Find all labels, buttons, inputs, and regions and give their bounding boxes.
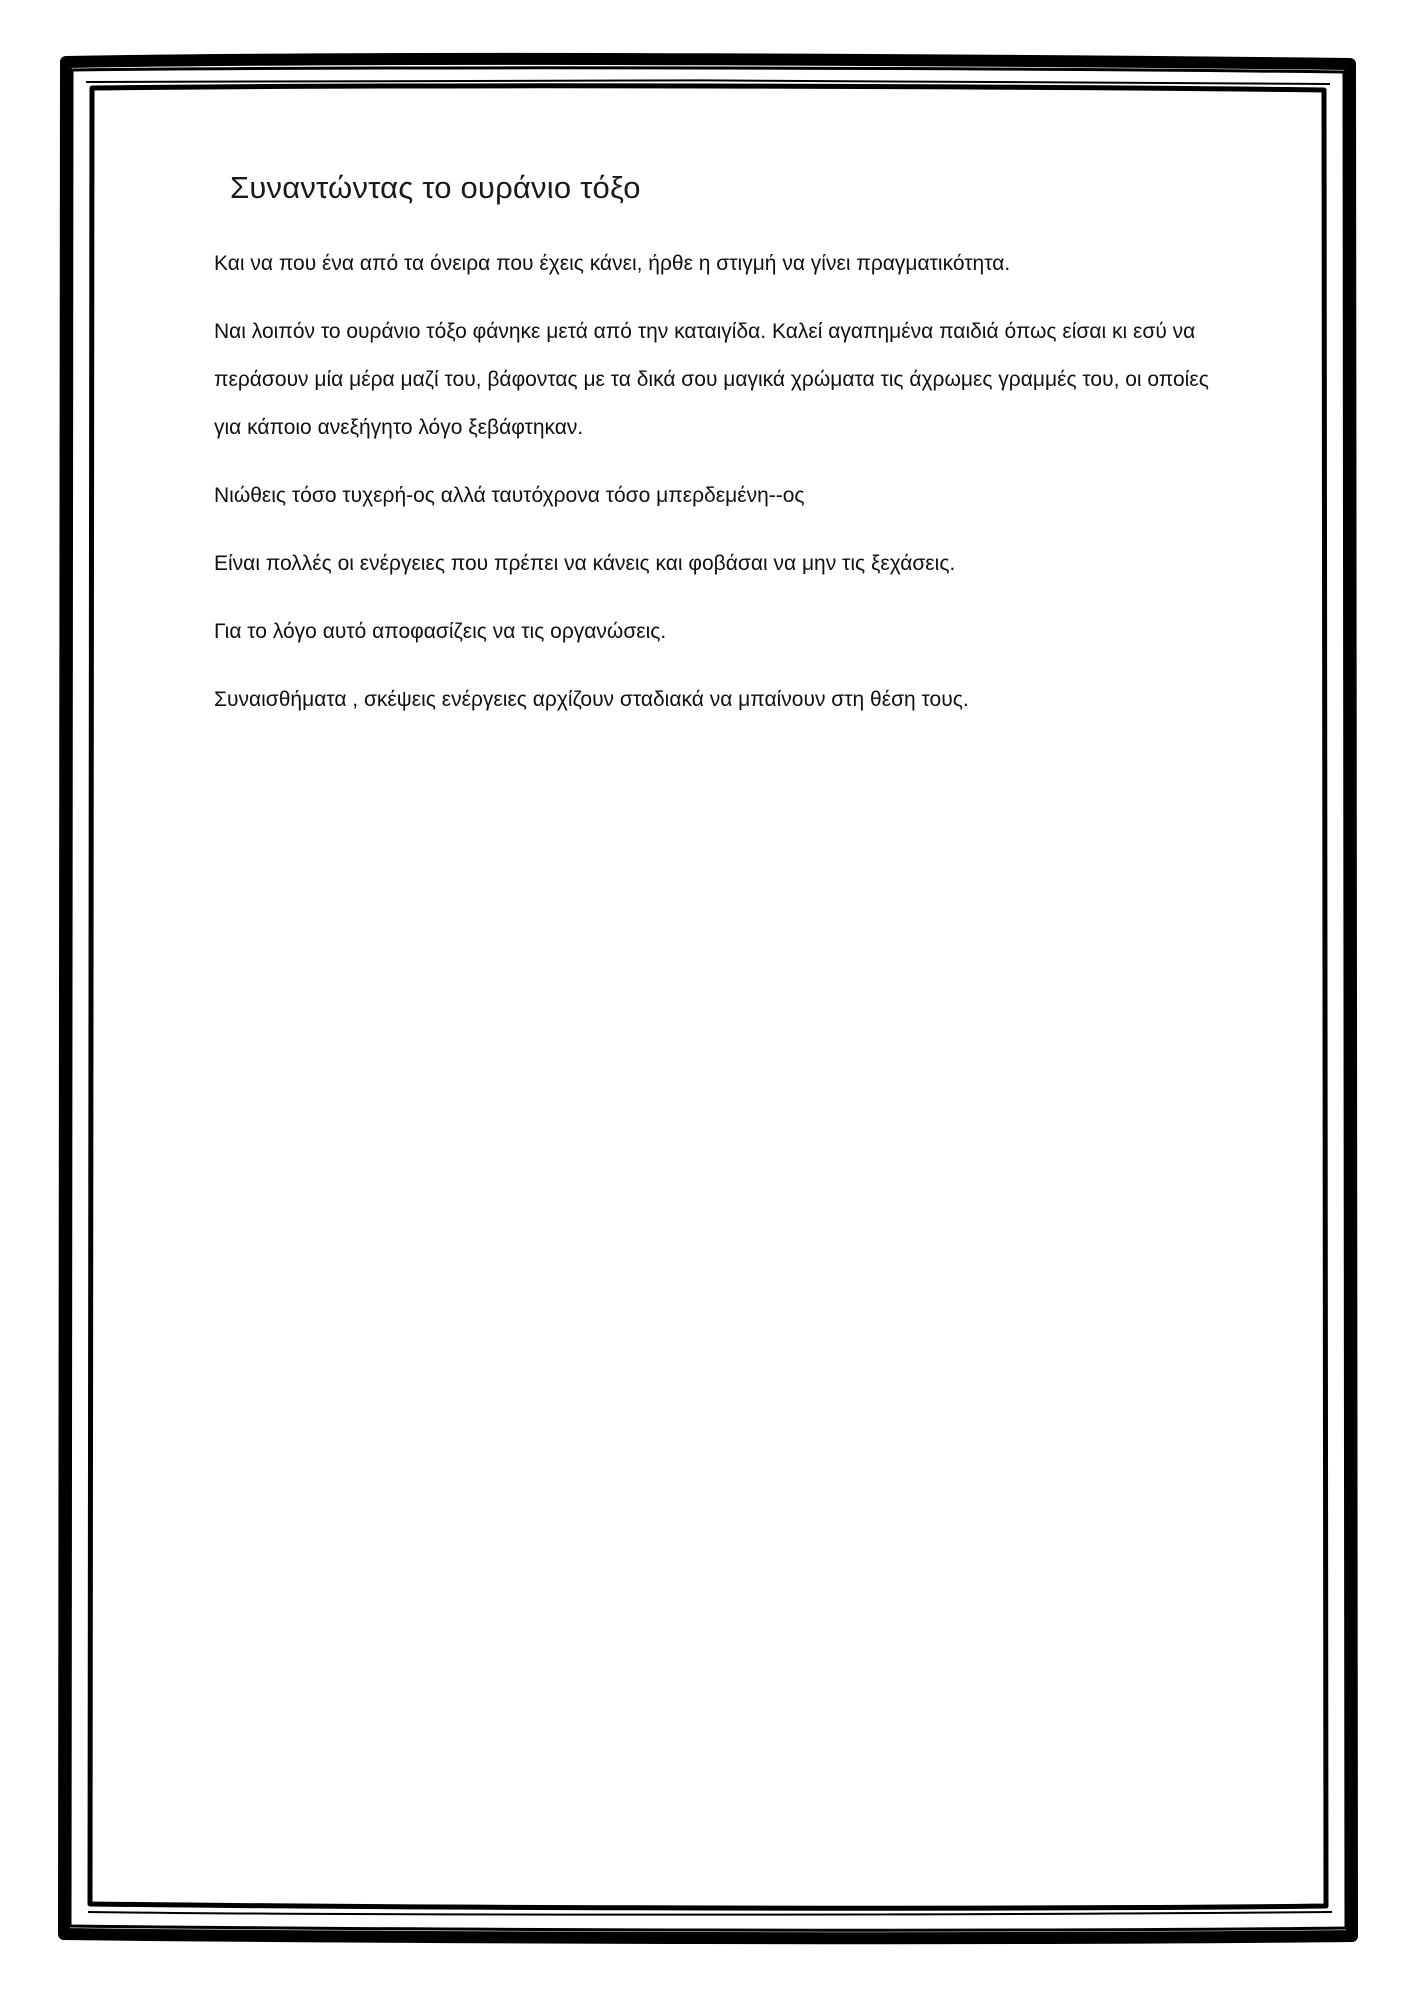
paragraph: Και να που ένα από τα όνειρα που έχεις κάνει, ήρθε η στιγμή να γίνει πραγματικότητα. — [214, 252, 1011, 275]
paragraph: Νιώθεις τόσο τυχερή-ος αλλά ταυτόχρονα τόσο μπερδεμένη--ος — [214, 484, 805, 507]
paragraph: Είναι πολλές οι ενέργειες που πρέπει να κάνεις και φοβάσαι να μην τις ξεχάσεις. — [214, 552, 956, 575]
document-title: Συναντώντας το ουράνιο τόξο — [230, 170, 641, 205]
paragraph: Συναισθήματα , σκέψεις ενέργειες αρχίζουν σταδιακά να μπαίνουν στη θέση τους. — [214, 688, 969, 711]
paragraph: Ναι λοιπόν το ουράνιο τόξο φάνηκε μετά από την καταιγίδα. Καλεί αγαπημένα παιδιά όπως είσαι κι εσύ να περάσουν μία μέρα μαζί του, βάφοντας με τα δικά σου μαγικά χρώματα τις άχρωμες γραμμές του, οι οποίες για κάποιο ανεξήγητο λόγο ξεβάφτηκαν. — [214, 320, 1209, 439]
inner-border-accent — [86, 80, 1330, 84]
document-body — [214, 170, 1214, 744]
paragraph: Για το λόγο αυτό αποφασίζεις να τις οργανώσεις. — [214, 620, 667, 643]
inner-border-accent — [88, 1912, 1332, 1915]
